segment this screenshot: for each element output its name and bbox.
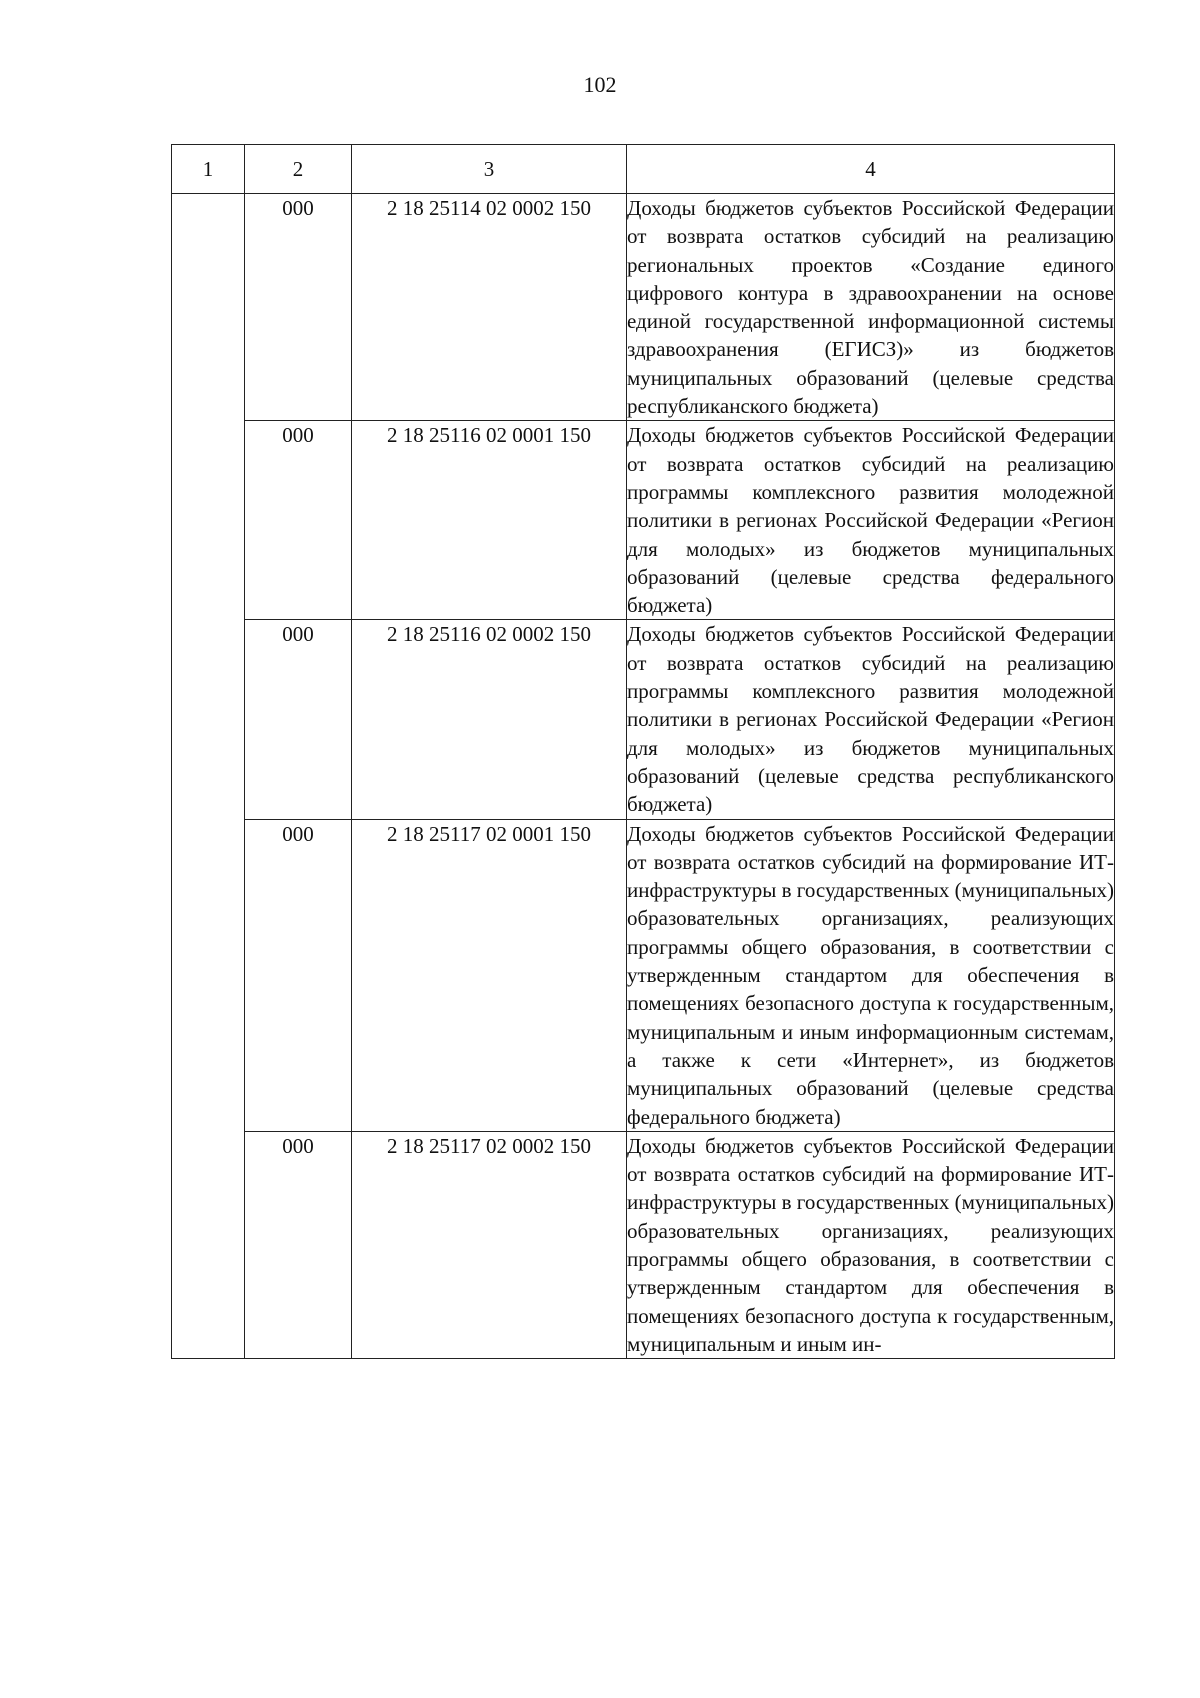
table-row bbox=[172, 421, 1115, 620]
header-col-3: 3 bbox=[352, 145, 627, 194]
description-cell: Доходы бюджетов субъектов Российской Федерации от возврата остатков субсидий на реализацию программы комплексного развития молодежной политики в регионах Российской Федерации «Регион для молодых» из бюджетов муниципальных образований (целевые средства федерального бюджета) bbox=[627, 421, 1115, 620]
budget-code-cell: 2 18 25117 02 0001 150 bbox=[352, 819, 627, 1131]
table-row bbox=[172, 1131, 1115, 1358]
description-cell: Доходы бюджетов субъектов Российской Федерации от возврата остатков субсидий на реализацию программы комплексного развития молодежной политики в регионах Российской Федерации «Регион для молодых» из бюджетов муниципальных образований (целевые средства республиканского бюджета) bbox=[627, 620, 1115, 819]
budget-code-cell: 2 18 25114 02 0002 150 bbox=[352, 194, 627, 421]
table-row bbox=[172, 620, 1115, 819]
budget-code-cell: 2 18 25116 02 0001 150 bbox=[352, 421, 627, 620]
admin-code-cell: 000 bbox=[245, 819, 352, 1131]
header-col-2: 2 bbox=[245, 145, 352, 194]
admin-code-cell: 000 bbox=[245, 620, 352, 819]
budget-codes-table bbox=[171, 144, 1115, 1359]
table-row bbox=[172, 194, 1115, 421]
table-header-row bbox=[172, 145, 1115, 194]
page-number: 102 bbox=[583, 72, 617, 97]
description-cell: Доходы бюджетов субъектов Российской Федерации от возврата остатков субсидий на формирование ИТ-инфраструктуры в государственных (муниципальных) образовательных организациях, реализующих программы общего образования, в соответствии с утвержденным стандартом для обеспечения в помещениях безопасного доступа к государственным, муниципальным и иным информационным системам, а также к сети «Интернет», из бюджетов муниципальных образований (целевые средства федерального бюджета) bbox=[627, 819, 1115, 1131]
table-row bbox=[172, 819, 1115, 1131]
admin-code-cell: 000 bbox=[245, 194, 352, 421]
header-col-4: 4 bbox=[627, 145, 1115, 194]
description-cell: Доходы бюджетов субъектов Российской Федерации от возврата остатков субсидий на формирование ИТ-инфраструктуры в государственных (муниципальных) образовательных организациях, реализующих программы общего образования, в соответствии с утвержденным стандартом для обеспечения в помещениях безопасного доступа к государственным, муниципальным и иным ин- bbox=[627, 1131, 1115, 1358]
description-cell: Доходы бюджетов субъектов Российской Федерации от возврата остатков субсидий на реализацию региональных проектов «Создание единого цифрового контура в здравоохранении на основе единой государственной информационной системы здравоохранения (ЕГИСЗ)» из бюджетов муниципальных образований (целевые средства республиканского бюджета) bbox=[627, 194, 1115, 421]
admin-code-cell: 000 bbox=[245, 1131, 352, 1358]
budget-code-cell: 2 18 25117 02 0002 150 bbox=[352, 1131, 627, 1358]
admin-code-cell: 000 bbox=[245, 421, 352, 620]
empty-first-column bbox=[172, 194, 245, 1359]
budget-code-cell: 2 18 25116 02 0002 150 bbox=[352, 620, 627, 819]
header-col-1: 1 bbox=[172, 145, 245, 194]
